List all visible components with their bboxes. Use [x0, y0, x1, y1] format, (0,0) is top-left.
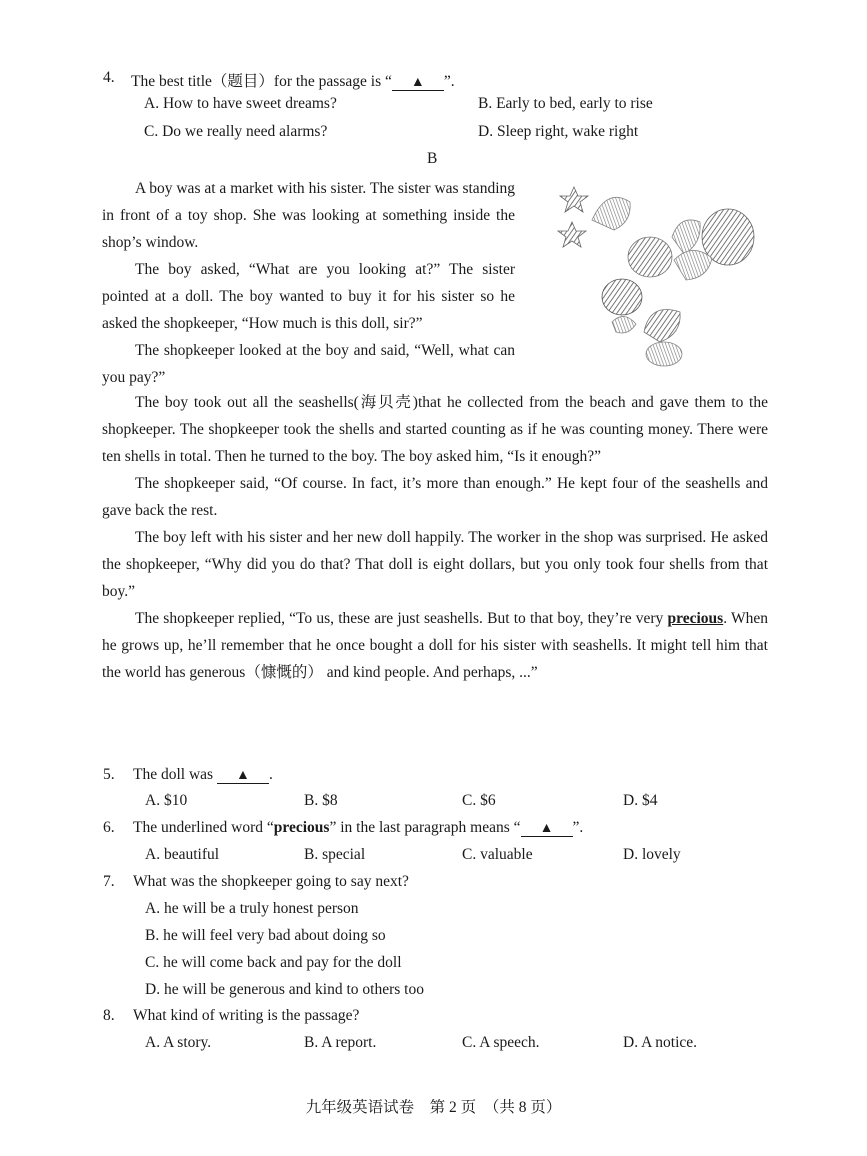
- question-6-stem-end: ”.: [572, 819, 584, 836]
- shell-icon: [612, 316, 636, 333]
- option-6d: D. lovely: [623, 846, 681, 863]
- page-footer: 九年级英语试卷 第 2 页 （共 8 页）: [305, 1099, 562, 1116]
- question-4-stem-text: The best title（题目）for the passage is “: [131, 73, 392, 90]
- paragraph-4: The boy took out all the seashells(海贝壳)that he collected from the beach and gave them to the shopkeeper. The shopkeeper took the shells and started counting as if he was counting money. There were ten shells in total. Then he turned to the boy. The boy asked him, “Is it enough?”: [102, 394, 768, 465]
- shell-icon: [628, 237, 672, 277]
- option-7b: B. he will feel very bad about doing so: [145, 927, 386, 944]
- option-8b: B. A report.: [304, 1034, 377, 1051]
- paragraph-7: [102, 605, 768, 686]
- question-7-stem: What was the shopkeeper going to say next?: [133, 873, 409, 890]
- question-6-stem-text-b: ” in the last paragraph means “: [329, 819, 521, 836]
- question-7-number: 7.: [103, 873, 115, 890]
- option-7a: A. he will be a truly honest person: [145, 900, 359, 917]
- paragraph-6: The boy left with his sister and her new doll happily. The worker in the shop was surprised. He asked the shopkeeper, “Why did you do that? That doll is eight dollars, but you only took four shells from that boy.”: [102, 529, 768, 600]
- option-6c: C. valuable: [462, 846, 533, 863]
- option-4b: B. Early to bed, early to rise: [478, 95, 653, 112]
- underlined-word: precious: [667, 610, 724, 627]
- question-5-stem: [133, 766, 273, 784]
- paragraph-5: The shopkeeper said, “Of course. In fact, it’s more than enough.” He kept four of the seashells and gave back the rest.: [102, 475, 768, 519]
- option-5c: C. $6: [462, 792, 496, 809]
- shell-icon: [644, 310, 680, 343]
- question-6-number: 6.: [103, 819, 115, 836]
- option-8d: D. A notice.: [623, 1034, 698, 1051]
- question-4-stem: [131, 69, 455, 91]
- question-4-number: 4.: [103, 69, 115, 86]
- question-4-stem-end: ”.: [443, 73, 455, 90]
- option-8a: A. A story.: [145, 1034, 212, 1051]
- paragraph-3: The shopkeeper looked at the boy and said, “Well, what can you pay?”: [102, 342, 515, 386]
- shell-icon: [646, 342, 682, 366]
- answer-blank: [521, 821, 573, 837]
- option-5a: A. $10: [145, 792, 188, 809]
- answer-blank: [217, 768, 269, 784]
- passage-bottom: [102, 389, 768, 686]
- option-8c: C. A speech.: [462, 1034, 540, 1051]
- option-5b: B. $8: [304, 792, 338, 809]
- shell-icon: [592, 197, 630, 230]
- paragraph-2: The boy asked, “What are you looking at?” The sister pointed at a doll. The boy wanted to buy it for his sister so he asked the shopkeeper, “How much is this doll, sir?”: [102, 261, 515, 332]
- triangle-icon: ▲: [410, 75, 425, 90]
- question-8-number: 8.: [103, 1007, 115, 1024]
- paragraph-7-text-b: . When he grows up, he’ll remember that he once bought a doll for his sister with seashells. It might tell him that the world has generous（慷慨的） and kind people. And perhaps, ...”: [102, 610, 768, 681]
- option-6a: A. beautiful: [145, 846, 220, 863]
- question-6-stem-text-a: The underlined word “: [133, 819, 274, 836]
- question-8-stem: What kind of writing is the passage?: [133, 1007, 360, 1024]
- question-5-number: 5.: [103, 766, 115, 783]
- star-icon: [558, 222, 586, 247]
- question-6-keyword: precious: [273, 819, 330, 836]
- question-6-stem: [133, 819, 583, 837]
- paragraph-1: A boy was at a market with his sister. The sister was standing in front of a toy shop. She was looking at something inside the shop’s window.: [102, 180, 515, 251]
- option-4a: A. How to have sweet dreams?: [144, 95, 337, 112]
- paragraph-7-text-a: The shopkeeper replied, “To us, these are just seashells. But to that boy, they’re very: [135, 610, 668, 627]
- question-5-stem-text: The doll was: [133, 766, 214, 783]
- option-7c: C. he will come back and pay for the doll: [145, 954, 402, 971]
- option-6b: B. special: [304, 846, 366, 863]
- shell-icon: [674, 250, 712, 280]
- seashells-illustration: [552, 182, 762, 372]
- triangle-icon: ▲: [539, 821, 554, 836]
- question-5-stem-end: .: [268, 766, 273, 783]
- option-5d: D. $4: [623, 792, 658, 809]
- shell-icon: [672, 220, 700, 254]
- option-4c: C. Do we really need alarms?: [144, 123, 328, 140]
- shell-icon: [602, 279, 642, 315]
- triangle-icon: ▲: [236, 768, 250, 783]
- option-7d: D. he will be generous and kind to others too: [145, 981, 424, 998]
- section-label: B: [427, 150, 438, 167]
- passage-top: [102, 175, 515, 391]
- star-icon: [560, 187, 588, 212]
- option-4d: D. Sleep right, wake right: [478, 123, 639, 140]
- answer-blank: [392, 75, 444, 91]
